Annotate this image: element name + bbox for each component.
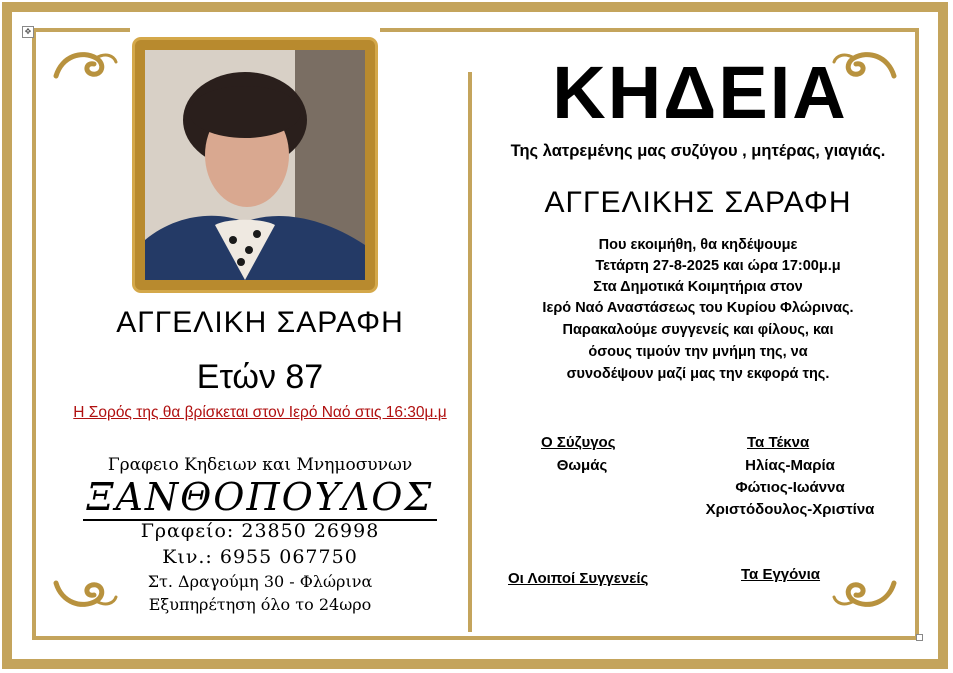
announcement-line: Τετάρτη 27-8-2025 και ώρα 17:00μ.μ (595, 258, 841, 274)
office-mobile: Κιν.: 6955 067750 (162, 546, 358, 568)
deceased-name: ΑΓΓΕΛΙΚΗ ΣΑΡΑΦΗ (116, 306, 404, 339)
resize-handle-icon[interactable] (916, 634, 923, 641)
announcement-line: συνοδέψουν μαζί μας την εκφορά της. (566, 366, 830, 382)
spouse-heading: Ο Σύζυγος (541, 434, 616, 451)
coffin-location-note: Η Σορός της θα βρίσκεται στον Ιερό Ναό στις 16:30μ.μ (73, 404, 447, 421)
child-couple: Φώτιος-Ιωάννα (735, 479, 845, 496)
dedication-line: Της λατρεμένης μας συζύγου , μητέρας, γιαγιάς. (510, 142, 886, 160)
office-service-hours: Εξυπηρέτηση όλο το 24ωρο (148, 595, 372, 614)
age-label: Ετών 87 (196, 358, 324, 396)
portrait-photo (135, 40, 375, 290)
office-phone: Γραφείο: 23850 26998 (140, 520, 380, 542)
funeral-title: ΚΗΔΕΙΑ (552, 51, 848, 134)
announcement-line: όσους τιμούν την μνήμη της, να (588, 344, 808, 360)
children-heading: Τα Τέκνα (747, 434, 810, 451)
move-handle-icon[interactable]: ✥ (22, 26, 34, 38)
grandchildren-heading: Τα Εγγόνια (741, 566, 821, 583)
announcement-line: Παρακαλούμε συγγενείς και φίλους, και (562, 322, 834, 338)
announcement-line: Που εκοιμήθη, θα κηδέψουμε (598, 237, 798, 253)
child-couple: Χριστόδουλος-Χριστίνα (705, 501, 875, 518)
brand-text: ΞΑΝΘΟΠΟΥΛΟΣ (83, 475, 438, 521)
corner-scroll-ornament-icon (832, 577, 898, 611)
spouse-name: Θωμάς (556, 457, 608, 474)
funeral-office-heading: Γραφειο Κηδειων και Μνημοσυνων (107, 455, 413, 475)
funeral-office-brand (40, 475, 480, 519)
office-address: Στ. Δραγούμη 30 - Φλώρινα (147, 572, 373, 591)
deceased-name-genitive: ΑΓΓΕΛΙΚΗΣ ΣΑΡΑΦΗ (544, 186, 852, 219)
announcement-line: Στα Δημοτικά Κοιμητήρια στον (593, 279, 803, 295)
frame-gap (130, 20, 380, 40)
child-couple: Ηλίας-Μαρία (745, 457, 835, 474)
relatives-heading: Οι Λοιποί Συγγενείς (508, 570, 649, 587)
announcement-line: Ιερό Ναό Αναστάσεως του Κυρίου Φλώρινας. (542, 300, 854, 316)
corner-scroll-ornament-icon (52, 48, 118, 82)
